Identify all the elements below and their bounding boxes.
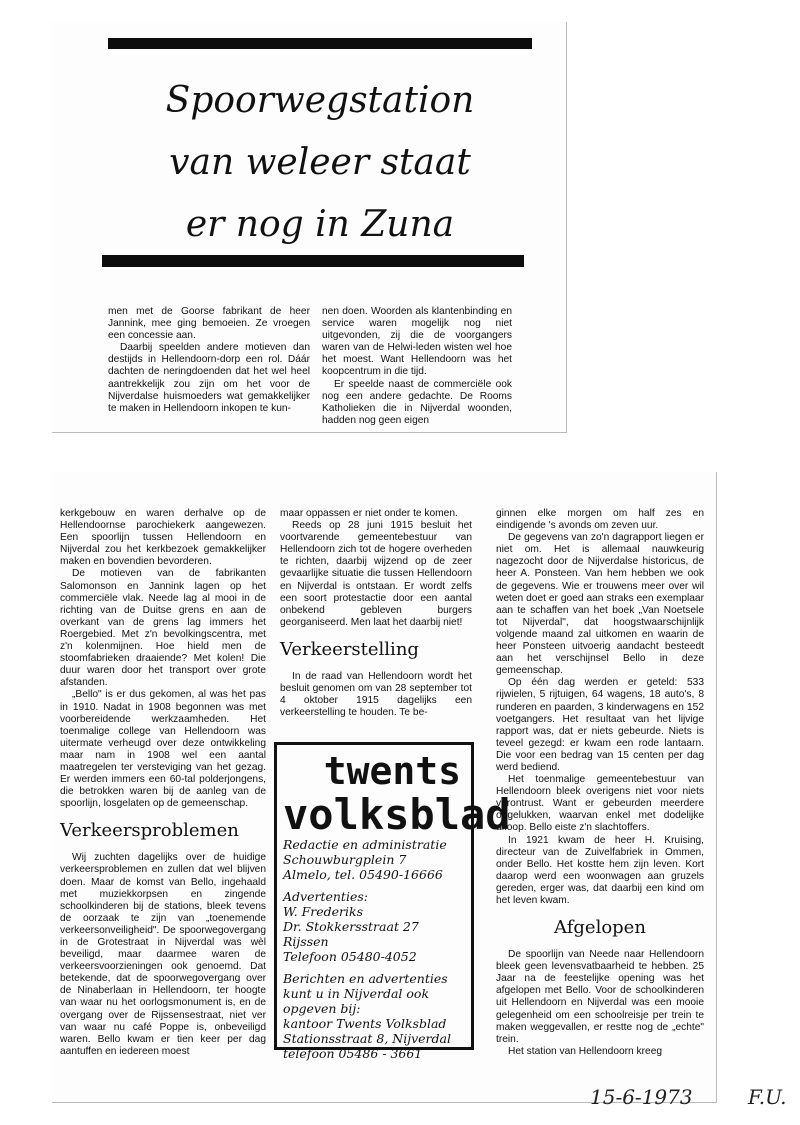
ad-line: Advertenties:: [283, 889, 368, 904]
ad-line: Dr. Stokkersstraat 27: [283, 919, 419, 934]
col3-p6: De spoorlijn van Neede naar Hellendoorn bleek geen levensvatbaarheid te hebben. 25 Jaar na de feestelijke opening was het afgelopen met Bello. Voor de schoolkinderen uit Hellendoorn en Nijverdal was een mooie gelegenheid om een schoolreisje per trein te maken weggevallen, er restte nog de „echte" trein.: [496, 949, 704, 1045]
ad-line: opgeven bij:: [283, 1001, 361, 1016]
col2-p3: In de raad van Hellendoorn wordt het besluit genomen om van 28 september tot 4 oktober 1915 dagelijks een verkeerstelling te houden. Te be-: [280, 670, 472, 719]
col3-p1: ginnen elke morgen om half zes en eindigende 's avonds om zeven uur.: [496, 508, 704, 532]
intro-left-p2: Daarbij speelden andere motieven dan destijds in Hellendoorn-dorp een rol. Dáár dachten de neringdoenden dat het wel heel aantrekkelijk zou zijn om het voor de Nijverdalse huismoeders wat gemakkelijker te maken in Hellendoorn inkopen te kun-: [108, 342, 310, 414]
headline-line-3: er nog in Zuna: [185, 204, 455, 245]
ad-line: Berichten en advertenties: [283, 971, 448, 986]
intro-right-p1: nen doen. Woorden als klantenbinding en service waren mogelijk nog niet uitgevonden, zij die de voorgangers waren van de Helwi-leden wisten wel hoe het moest. Want Hellendoorn was het koopcentrum in die tijd.: [322, 306, 512, 378]
col1-p4: Wij zuchten dagelijks over de huidige verkeersproblemen en zullen dat wel blijven doen. Maar de komst van Bello, ingehaald met muziekkorpsen en zingende schoolkinderen bij de stations, bleek tevens de oorzaak te zijn van „toenemende verkeersonveiligheid". De spoorwegovergang in de Grotestraat in Nijverdal was wèl beveiligd, maar daarmee waren de verkeersvoorzieningen ook genoemd. Dat betekende, dat de spoorwegovergang over de Ninaberlaan in Hellendoorn, ter hoogte van waar nu het oorlogsmonument is, en de overgang over de Rijssensestraat, niet ver van waar nu café Poppe is, onbeveiligd waren. Bello kwam er tien keer per dag aantuffen en iedereen moest: [60, 852, 266, 1057]
newspaper-ad-box: [274, 742, 511, 1061]
ad-line: Redactie en administratie: [283, 837, 447, 852]
col1-p2: De motieven van de fabrikanten Salomonson en Jannink lagen op het commerciële vlak. Neede lag al mooi in de richting van de Duitse grens en aan de overkant van de grens lag immers het Roergebied. Met z'n bevolkingscentra, met z'n kolenmijnen. Hoe hield men de stoomfabrieken draaiende? Met kolen! Die duur waren door het transport over grote afstanden.: [60, 568, 266, 689]
ad-line: Rijssen: [283, 934, 329, 949]
heading-afgelopen: Afgelopen: [554, 917, 646, 939]
headline: [150, 70, 490, 256]
intro-right-p2: Er speelde naast de commerciële ook nog een andere gedachte. De Rooms Katholieken die in Nijverdal woonden, hadden nog geen eigen: [322, 378, 512, 426]
ad-brand-twents: twents: [323, 749, 461, 793]
ad-line: kantoor Twents Volksblad: [283, 1016, 447, 1031]
ad-line: Schouwburgplein 7: [283, 852, 407, 867]
handwritten-date: 15-6-1973: [590, 1085, 693, 1109]
article-column-1: [60, 508, 266, 1058]
col3-p5: In 1921 kwam de heer H. Kruising, directeur van de Zuivelfabriek in Ommen, onder Bello. Het kostte hem zijn leven. Kort daarop werd een woonwagen aan gruzels gereden, erger was, dat daarbij een kind om het leven kwam.: [496, 834, 704, 906]
col3-p2: De gegevens van zo'n dagrapport liegen er niet om. Het is allemaal nauwkeurig nagezocht door de Nijverdalse historicus, de heer A. Ponsteen. Van hem hebben we ook de gegevens. Wie er trouwens meer over wil weten doet er goed aan straks een exemplaar aan te schaffen van het boek „Van Noetsele tot Nijverdal", dat hoogstwaarschijnlijk volgende maand zal uitkomen en waarin de heer Ponsteen uitvoerig aandacht besteedt aan het verschijnsel Bello in deze gemeenschap.: [496, 532, 704, 677]
ad-line: Stationsstraat 8, Nijverdal: [283, 1031, 451, 1046]
col1-p1: kerkgebouw en waren derhalve op de Hellendoornse parochiekerk aangewezen. Een spoorlijn tussen Hellendoorn en Nijverdal zou het kerkbezoek gemakkelijker maken en bovendien bevorderen.: [60, 508, 266, 568]
headline-line-1: Spoorwegstation: [165, 80, 475, 121]
handwritten-initials: F.U.: [748, 1085, 787, 1109]
intro-left-p1: men met de Goorse fabrikant de heer Jannink, mee ging bemoeien. Ze vroegen een concessie aan.: [108, 306, 310, 342]
top-rule: [108, 38, 532, 49]
col2-p1: maar oppassen er niet onder te komen.: [280, 508, 458, 519]
col1-p3: „Bello" is er dus gekomen, al was het pas in 1910. Nadat in 1908 begonnen was met voorbereidende werkzaamheden. Het toenmalige college van Hellendoorn was uitermate verheugd over deze ontwikkeling maar nam in 1908 wel een aantal maatregelen ter versteviging van het gezag. Er werden immers een 60-tal polderjongens, die betrokken waren bij de aanleg van de spoorlijn, losgelaten op de gemeenschap.: [60, 689, 266, 810]
col3-p7: Het station van Hellendoorn kreeg: [508, 1045, 663, 1057]
heading-verkeerstelling: Verkeerstelling: [280, 638, 419, 660]
ad-line: kunt u in Nijverdal ook: [283, 986, 430, 1001]
col3-p4: Het toenmalige gemeentebestuur van Hellendoorn bleek overigens niet voor niets verontrust. Want er gebeurden meerdere ongelukken, waarvan enkel met dodelijke afloop. Bello eiste z'n slachtoffers.: [496, 774, 704, 834]
bottom-rule: [102, 255, 524, 267]
col2-p2: Reeds op 28 juni 1915 besluit het voortvarende gemeentebestuur van Hellendoorn zich tot de hogere overheden te richten, daarbij wijzend op de zeer gevaarlijke situatie die tussen Hellendoorn en Nijverdal is ontstaan. Er wordt zelfs een soort protestactie door een aantal onbekend gebleven burgers georganiseerd. Men laat het daarbij niet!: [280, 520, 472, 628]
headline-line-2: van weleer staat: [169, 142, 471, 183]
ad-line: telefoon 05486 - 3661: [283, 1046, 423, 1061]
ad-line: Almelo, tel. 05490-16666: [283, 867, 443, 882]
ad-line: Telefoon 05480-4052: [283, 949, 417, 964]
col3-p3: Op één dag werden er geteld: 533 rijwielen, 5 rijtuigen, 64 wagens, 18 auto's, 8 runderen en paarden, 3 kinderwagens en 152 voetgangers. Het resultaat van het lijvige rapport was, dat er niets gebeurde. Niets is teveel gezegd: er kwam een rode lantaarn. Die voor een bedrag van 15 centen per dag werd bediend.: [496, 677, 704, 773]
intro-column-left: [108, 306, 310, 415]
intro-column-right: [322, 306, 512, 427]
heading-verkeersproblemen: Verkeersproblemen: [60, 820, 239, 842]
ad-line: W. Frederiks: [283, 904, 364, 919]
article-column-3: [496, 508, 704, 1058]
ad-brand-volksblad: volksblad: [283, 790, 511, 839]
article-column-2: [280, 508, 472, 719]
